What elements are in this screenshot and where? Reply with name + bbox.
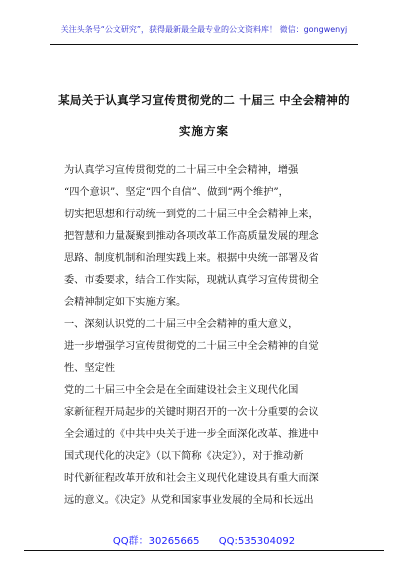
body-line: 全会通过的《中共中央关于进一步全面深化改革、推进中 (64, 429, 319, 440)
body-line: 会精神制定如下实施方案。 (64, 297, 187, 308)
document-subtitle: 实施方案 (179, 124, 229, 138)
document-title: 某局关于认真学习宣传贯彻党的二 十届三 中全会精神的 (58, 93, 350, 107)
body-line: “四个意识”、坚定“四个自信”、做到“两个维护”， (64, 187, 289, 198)
page-header (0, 0, 408, 48)
section-heading-line: 一、深刻认识党的二十届三中全会精神的重大意义， (64, 319, 299, 330)
footer-qq-number: QQ:535304092 (218, 536, 296, 547)
section-heading-line: 进一步增强学习宣传贯彻党的二十届三中全会精神的自觉 (64, 341, 319, 352)
footer-qq-group: QQ群：30265665 (112, 536, 200, 547)
body-line: 委、市委要求，结合工作实际，现就认真学习宣传贯彻全 (64, 275, 319, 286)
header-promo-text: 关注头条号“公文研究”，获得最新最全最专业的公文资料库！ 微信：gongwenyj (60, 25, 348, 34)
body-line: 为认真学习宣传贯彻党的二十届三中全会精神，增强 (64, 165, 299, 176)
section-heading-line: 性、坚定性 (64, 363, 115, 374)
body-line: 国式现代化的决定》（以下简称《决定》），对于推动新 (64, 451, 304, 462)
body-line: 把智慧和力量凝聚到推动各项改革工作高质量发展的理念 (64, 231, 319, 242)
footer-divider (24, 550, 384, 551)
body-line: 远的意义。《决定》从党和国家事业发展的全局和长远出 (64, 495, 314, 506)
document-body (64, 160, 350, 512)
body-line: 家新征程开局起步的关键时期召开的一次十分重要的会议 (64, 407, 319, 418)
body-line: 党的二十届三中全会是在全面建设社会主义现代化国 (64, 385, 299, 396)
body-line: 切实把思想和行动统一到党的二十届三中全会精神上来， (64, 209, 319, 220)
header-divider (50, 44, 358, 45)
body-line: 时代新征程改革开放和社会主义现代化建设具有重大而深 (64, 473, 319, 484)
page-footer (0, 532, 408, 547)
body-line: 思路、制度机制和治理实践上来。根据中央统一部署及省 (64, 253, 319, 264)
